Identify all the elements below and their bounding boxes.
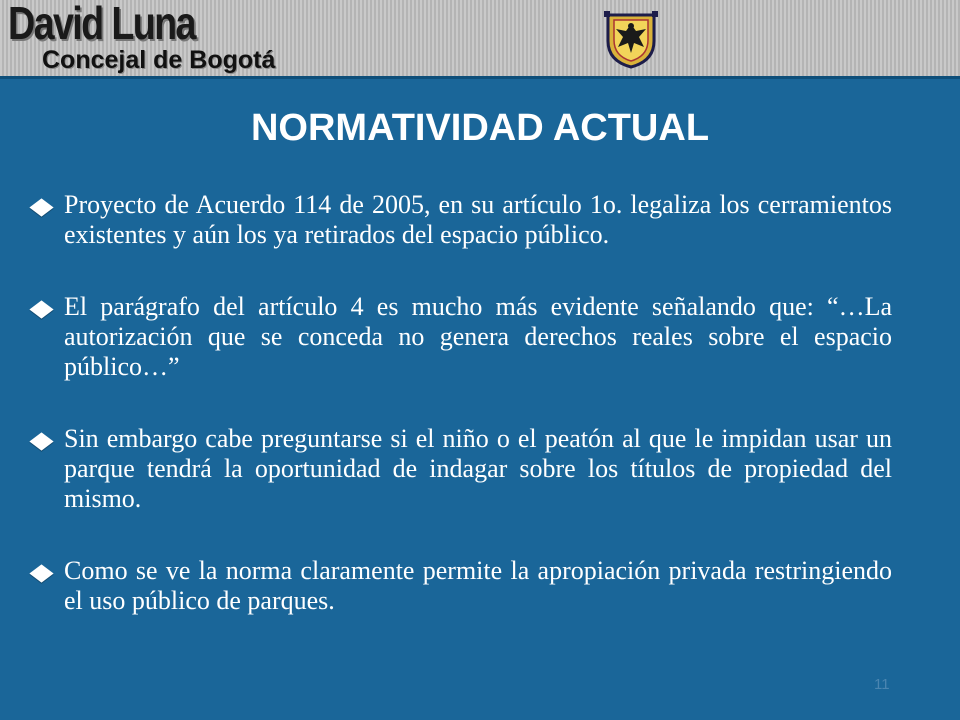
header-banner [0,0,960,79]
logo-name: David Luna [8,0,195,49]
bullet-item [30,292,892,382]
diamond-bullet-icon [29,432,53,450]
bullet-text: Proyecto de Acuerdo 114 de 2005, en su artículo 1o. legaliza los cerramientos existentes y aún los ya retirados del espacio público. [64,190,892,249]
bullet-item [30,190,892,250]
bullet-text: El parágrafo del artículo 4 es mucho más evidente señalando que: “…La autorización que se conceda no genera derechos reales sobre el espacio público…” [64,292,892,381]
bullet-text: Como se ve la norma claramente permite la apropiación privada restringiendo el uso público de parques. [64,556,892,615]
bullet-item [30,424,892,514]
logo-subtitle: Concejal de Bogotá [42,46,276,74]
diamond-bullet-icon [29,198,53,216]
diamond-bullet-icon [29,564,53,582]
page-number: 11 [874,676,890,693]
bullet-text: Sin embargo cabe preguntarse si el niño o el peatón al que le impidan usar un parque tendrá la oportunidad de indagar sobre los títulos de propiedad del mismo. [64,424,892,513]
bogota-coat-of-arms-icon [600,7,662,69]
diamond-bullet-icon [29,300,53,318]
slide-title: NORMATIVIDAD ACTUAL [250,107,710,149]
bullet-item [30,556,892,616]
bullet-list [30,190,892,658]
